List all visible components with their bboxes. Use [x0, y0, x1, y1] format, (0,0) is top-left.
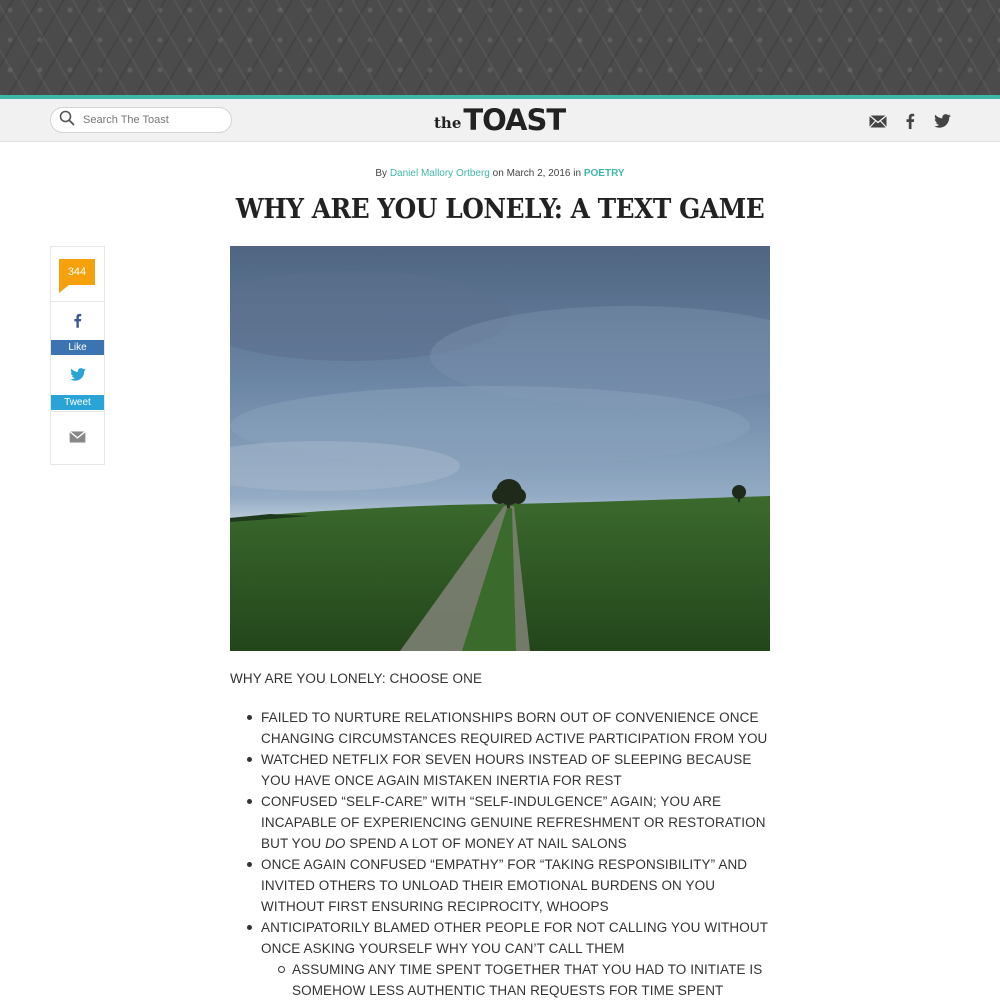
- mail-icon[interactable]: [868, 111, 888, 131]
- share-sidebar: [50, 246, 105, 465]
- byline-by: By: [375, 168, 388, 179]
- article-title: WHY ARE YOU LONELY: A TEXT GAME: [235, 194, 765, 225]
- search-icon: [59, 110, 75, 131]
- list-item: [230, 791, 775, 854]
- sub-choice-list: [261, 959, 775, 1000]
- facebook-share-icon[interactable]: [51, 313, 104, 328]
- article-body: [230, 668, 775, 1000]
- share-divider: [51, 411, 104, 412]
- list-item: WATCHED NETFLIX FOR SEVEN HOURS INSTEAD OF SLEEPING BECAUSE YOU HAVE ONCE AGAIN MISTAKEN INERTIA FOR REST: [230, 749, 775, 791]
- site-logo[interactable]: [434, 102, 565, 138]
- facebook-icon[interactable]: [900, 111, 920, 131]
- publish-date: March 2, 2016: [506, 168, 571, 179]
- comment-count-button[interactable]: 344: [59, 259, 95, 285]
- logo-the: the: [434, 114, 462, 132]
- choice-list: [230, 707, 775, 1000]
- logo-toast: TOAST: [463, 103, 566, 137]
- twitter-share-icon[interactable]: [51, 368, 104, 381]
- sub-list-item: ASSUMING ANY TIME SPENT TOGETHER THAT YOU HAD TO INITIATE IS SOMEHOW LESS AUTHENTIC THAN REQUESTS FOR TIME SPENT: [261, 959, 775, 1000]
- category-link[interactable]: POETRY: [583, 168, 625, 179]
- byline-on: on: [492, 168, 504, 179]
- share-divider: [51, 301, 104, 302]
- like-button[interactable]: Like: [51, 340, 104, 355]
- list-item: ONCE AGAIN CONFUSED “EMPATHY” FOR “TAKING RESPONSIBILITY” AND INVITED OTHERS TO UNLOAD THEIR EMOTIONAL BURDENS ON YOU WITHOUT FIRST ENSURING RECIPROCITY, WHOOPS: [230, 854, 775, 917]
- email-share-icon[interactable]: [51, 431, 104, 443]
- search-input[interactable]: [83, 114, 223, 126]
- list-item-text: SPEND A LOT OF MONEY AT NAIL SALONS: [345, 836, 627, 851]
- search-box[interactable]: [50, 107, 232, 133]
- list-item: FAILED TO NURTURE RELATIONSHIPS BORN OUT OF CONVENIENCE ONCE CHANGING CIRCUMSTANCES REQUIRED ACTIVE PARTICIPATION FROM YOU: [230, 707, 775, 749]
- list-item-text: ANTICIPATORILY BLAMED OTHER PEOPLE FOR NOT CALLING YOU WITHOUT ONCE ASKING YOURSELF WHY YOU CAN’T CALL THEM: [261, 920, 768, 956]
- list-item: [230, 917, 775, 1000]
- article-intro: WHY ARE YOU LONELY: CHOOSE ONE: [230, 671, 483, 686]
- twitter-icon[interactable]: [932, 111, 952, 131]
- byline-in: in: [573, 168, 582, 179]
- site-header: [0, 99, 1000, 142]
- author-link[interactable]: Daniel Mallory Ortberg: [389, 168, 490, 179]
- top-pattern-banner: [0, 0, 1000, 96]
- article-byline: [0, 168, 1000, 179]
- emphasis-text: DO: [325, 836, 346, 851]
- article-hero-image: [230, 246, 770, 651]
- list-item-text: CONFUSED “SELF-CARE” WITH “SELF-INDULGENCE” AGAIN; YOU ARE INCAPABLE OF EXPERIENCING GENUINE REFRESHMENT OR RESTORATION BUT YOU: [261, 794, 766, 851]
- comment-bubble-tail: [59, 285, 69, 293]
- tweet-button[interactable]: Tweet: [51, 395, 104, 410]
